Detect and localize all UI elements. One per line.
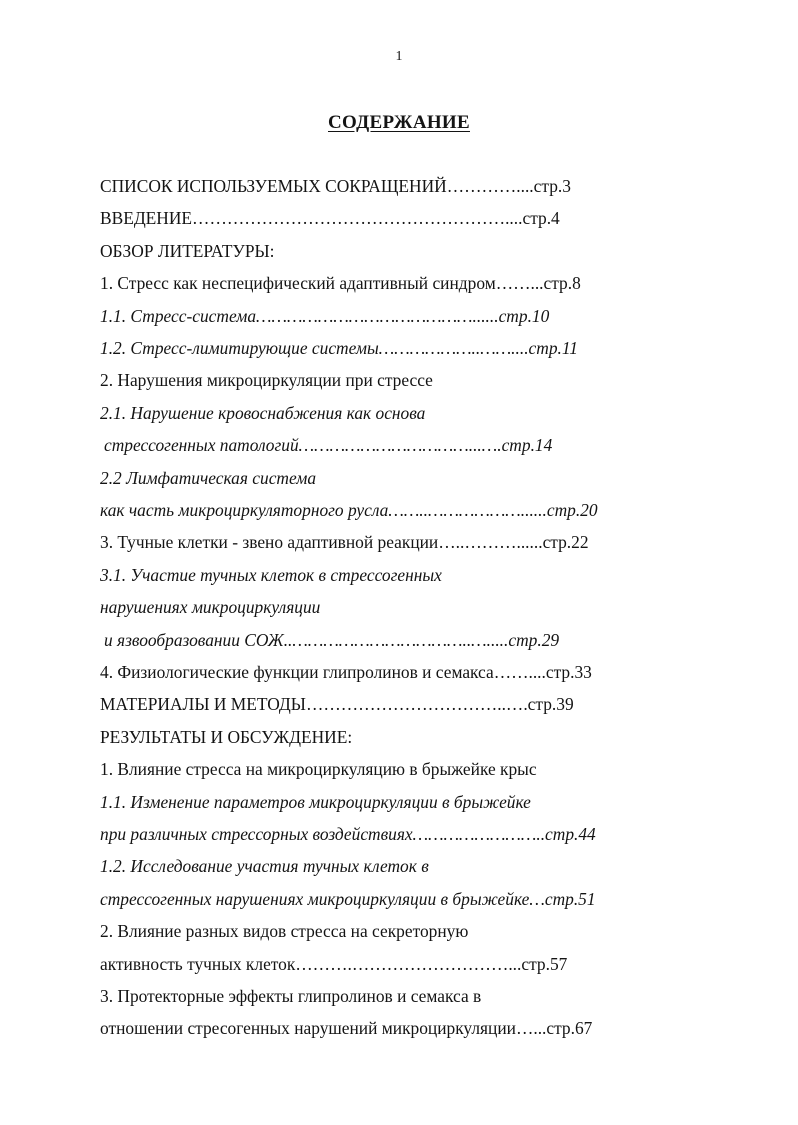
page-number: 1 (395, 49, 403, 64)
toc-line: СПИСОК ИСПОЛЬЗУЕМЫХ СОКРАЩЕНИЙ…………....стр.3 (100, 176, 571, 196)
toc-line: 1. Влияние стресса на микроциркуляцию в брыжейке крыс (100, 759, 537, 780)
toc-line: нарушениях микроциркуляции (100, 597, 321, 618)
toc-line: 1.2. Исследование участия тучных клеток в (100, 856, 429, 877)
toc-line: 4. Физиологические функции глипролинов и семакса……....стр.33 (100, 662, 592, 682)
toc-line: отношении стресогенных нарушений микроциркуляции…...стр.67 (100, 1018, 593, 1039)
toc-line: стрессогенных нарушениях микроциркуляции в брыжейке…стр.51 (100, 888, 596, 909)
toc-line: МАТЕРИАЛЫ И МЕТОДЫ……………………………..….стр.39 (100, 694, 574, 715)
toc-line: 3. Протекторные эффекты глипролинов и семакса в (100, 986, 482, 1006)
toc-line: активность тучных клеток……….………………………...стр.57 (100, 953, 568, 974)
toc-line: 1.1. Изменение параметров микроциркуляции в брыжейке (100, 791, 531, 812)
toc-line: РЕЗУЛЬТАТЫ И ОБСУЖДЕНИЕ: (100, 726, 353, 747)
toc-line: 3. Тучные клетки - звено адаптивной реакции…..………......стр.22 (100, 532, 589, 553)
toc-line: стрессогенных патологий……………………………...….стр.14 (104, 435, 553, 456)
toc-line: 1.1. Стресс-система……………………………………......стр.10 (100, 305, 550, 326)
toc-line: ВВЕДЕНИЕ………………………………………………....стр.4 (100, 208, 560, 229)
toc-line: 3.1. Участие тучных клеток в стрессогенных (100, 564, 442, 585)
toc-line: 1.2. Стресс-лимитирующие системы………………..……....стр.11 (100, 338, 578, 358)
toc-line: 1. Стресс как неспецифический адаптивный синдром……...стр.8 (100, 273, 581, 294)
toc-line: при различных стрессорных воздействиях……………………..стр.44 (100, 824, 596, 844)
page-title: СОДЕРЖАНИЕ (328, 112, 470, 133)
toc-line: как часть микроциркуляторного русла……..………………......стр.20 (100, 500, 598, 520)
toc-line: 2.1. Нарушение кровоснабжения как основа (100, 402, 426, 423)
toc-line: ОБЗОР ЛИТЕРАТУРЫ: (100, 240, 275, 261)
toc-line: 2. Влияние разных видов стресса на секреторную (100, 921, 469, 942)
toc-line: и язвообразовании СОЖ..……………………………..….....стр.29 (104, 629, 560, 650)
toc-line: 2.2 Лимфатическая система (100, 467, 317, 488)
toc-line: 2. Нарушения микроциркуляции при стрессе (100, 370, 433, 391)
